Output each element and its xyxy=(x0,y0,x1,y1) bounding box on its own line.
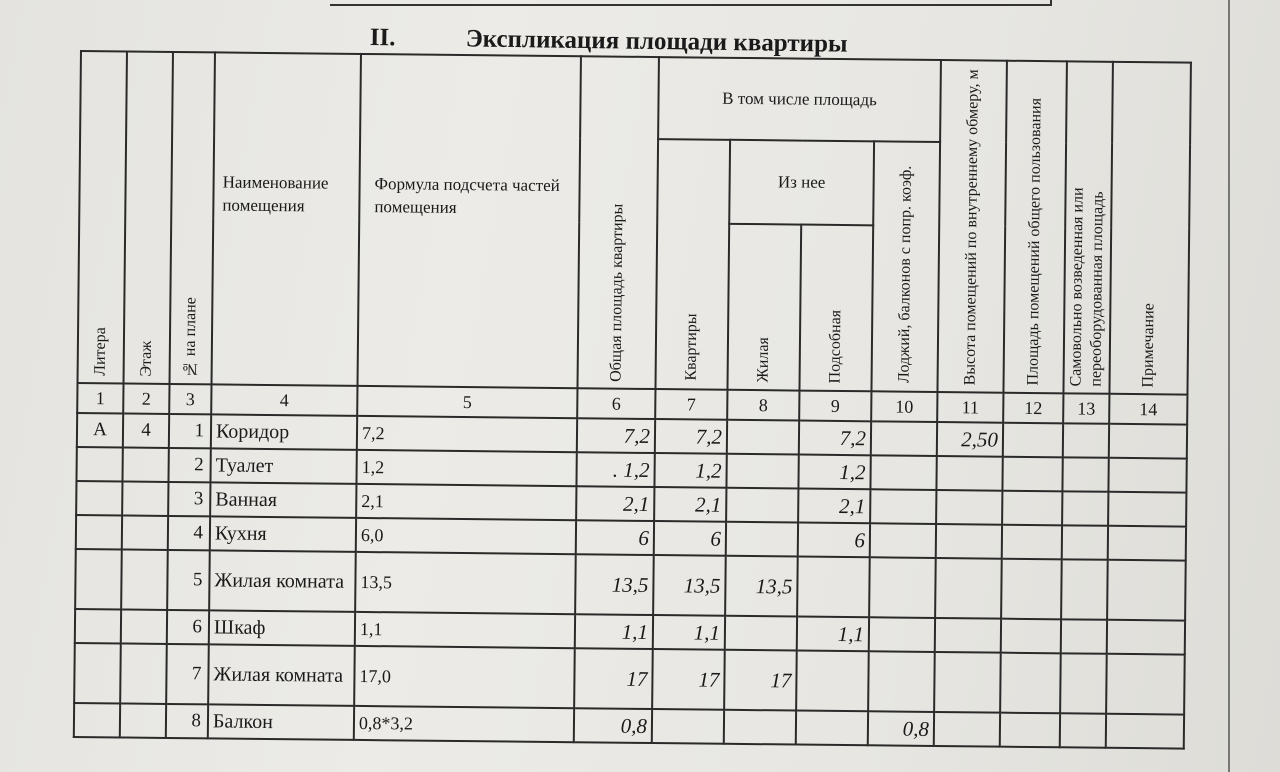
cell-no: 5 xyxy=(167,550,210,610)
cell-auxiliary xyxy=(797,557,870,618)
cell-loggia xyxy=(870,523,936,558)
cell-formula: 0,8*3,2 xyxy=(354,706,574,742)
header-total-area: Общая площадь квартиры xyxy=(577,56,658,389)
cell-floor: 4 xyxy=(123,413,169,447)
cell-height xyxy=(936,490,1002,525)
header-common-area: Площадь помещений общего пользования xyxy=(1003,61,1066,394)
header-room-name: Наименование помещения xyxy=(212,52,361,386)
cell-total: . 1,2 xyxy=(576,452,654,487)
cell-name: Шкаф xyxy=(209,610,355,646)
cell-floor xyxy=(122,481,168,515)
cell-floor xyxy=(122,515,168,549)
cell-total: 13,5 xyxy=(575,554,654,615)
cell-no: 8 xyxy=(166,704,208,738)
cell-height xyxy=(934,652,1001,713)
cell-no: 7 xyxy=(166,644,209,704)
cell-name: Кухня xyxy=(210,516,356,552)
header-litera: Литера xyxy=(78,51,127,383)
cell-living xyxy=(724,710,796,745)
cell-apartment: 6 xyxy=(654,521,726,556)
cell-loggia: 0,8 xyxy=(868,711,934,746)
cell-no: 1 xyxy=(169,414,211,448)
cell-apartment: 1,1 xyxy=(653,615,725,650)
header-note: Примечание xyxy=(1109,62,1190,395)
cell-empty xyxy=(1062,457,1108,491)
cell-empty xyxy=(1107,620,1185,655)
cell-loggia xyxy=(870,489,936,524)
cell-auxiliary xyxy=(796,711,868,746)
cell-loggia xyxy=(869,557,936,618)
cell-name: Балкон xyxy=(208,704,354,740)
cell-loggia xyxy=(868,651,935,712)
cell-floor xyxy=(121,609,167,643)
cell-formula: 7,2 xyxy=(357,416,577,452)
cell-height xyxy=(935,558,1002,619)
cell-empty xyxy=(1001,559,1062,620)
cell-living xyxy=(726,522,798,557)
header-height: Высота помещений по внутреннему обмеру, м xyxy=(937,60,1006,393)
cell-no: 4 xyxy=(168,516,210,550)
cell-formula: 1,1 xyxy=(355,612,575,648)
cell-auxiliary: 7,2 xyxy=(799,421,871,456)
cell-height xyxy=(934,712,1000,747)
cell-total: 7,2 xyxy=(577,418,655,453)
cell-height: 2,50 xyxy=(937,422,1003,457)
cell-loggia xyxy=(870,455,936,490)
cell-no: 2 xyxy=(168,448,210,482)
page-right-edge xyxy=(1228,0,1230,772)
cell-empty xyxy=(1002,525,1062,560)
cell-litera xyxy=(75,549,122,609)
cell-empty xyxy=(1108,526,1186,561)
cell-no: 3 xyxy=(168,482,210,516)
cell-auxiliary: 1,2 xyxy=(798,455,870,490)
cell-empty xyxy=(1002,491,1062,526)
cell-empty xyxy=(1060,653,1107,713)
cell-empty xyxy=(1106,654,1185,715)
cell-total: 1,1 xyxy=(575,614,653,649)
cell-litera xyxy=(76,481,122,515)
table-body xyxy=(74,413,1187,749)
cell-empty xyxy=(1062,525,1108,559)
cell-apartment: 13,5 xyxy=(653,555,726,616)
header-living: Жилая xyxy=(727,224,801,391)
cell-empty xyxy=(1000,713,1060,748)
cell-empty xyxy=(1000,653,1061,714)
cell-name: Ванная xyxy=(210,482,356,518)
header-floor: Этаж xyxy=(124,51,173,383)
cell-total: 6 xyxy=(576,520,654,555)
cell-empty xyxy=(1003,423,1063,458)
cell-living xyxy=(726,488,798,523)
cell-litera xyxy=(76,515,122,549)
cell-floor xyxy=(122,447,168,481)
cell-auxiliary: 6 xyxy=(798,523,870,558)
cell-name: Туалет xyxy=(210,448,356,484)
cell-height xyxy=(936,524,1002,559)
cell-apartment: 7,2 xyxy=(655,419,727,454)
cell-apartment xyxy=(652,709,724,744)
cell-total: 2,1 xyxy=(576,486,654,521)
cell-formula: 2,1 xyxy=(356,484,576,520)
cell-name: Жилая комната xyxy=(209,550,356,612)
cell-total: 17 xyxy=(574,648,653,709)
cell-living xyxy=(727,420,799,455)
header-formula: Формула подсчета частей помещения xyxy=(357,54,580,388)
cell-height xyxy=(935,618,1001,653)
cell-auxiliary: 2,1 xyxy=(798,489,870,524)
cell-apartment: 2,1 xyxy=(654,487,726,522)
cell-empty xyxy=(1001,619,1061,654)
cell-auxiliary xyxy=(796,651,869,712)
cell-formula: 1,2 xyxy=(356,450,576,486)
header-loggia: Лоджий, балконов с попр. коэф. xyxy=(871,141,940,392)
cell-total: 0,8 xyxy=(574,708,652,743)
cell-no: 6 xyxy=(167,610,209,644)
header-incl-area: В том числе площадь xyxy=(658,57,941,142)
cell-empty xyxy=(1106,714,1184,749)
cell-floor xyxy=(121,549,168,609)
cell-empty xyxy=(1060,713,1106,747)
cell-name: Жилая комната xyxy=(208,644,355,706)
cell-litera xyxy=(74,703,120,737)
cell-loggia xyxy=(871,421,937,456)
cell-name: Коридор xyxy=(211,414,357,450)
cell-apartment: 1,2 xyxy=(654,453,726,488)
cell-formula: 13,5 xyxy=(355,552,576,614)
cell-litera xyxy=(76,447,122,481)
cell-litera xyxy=(74,643,121,703)
document-title: Экспликация площади квартиры xyxy=(465,25,848,58)
cell-height xyxy=(936,456,1002,491)
header-plan-no: № на плане xyxy=(170,52,215,384)
cell-empty xyxy=(1108,492,1186,527)
cell-living: 13,5 xyxy=(725,556,798,617)
explication-table-wrap xyxy=(73,50,1192,750)
top-border-line xyxy=(330,4,1050,6)
header-apartment: Квартиры xyxy=(655,139,730,390)
cell-formula: 17,0 xyxy=(354,646,575,708)
header-of-which: Из нее xyxy=(729,140,874,226)
cell-apartment: 17 xyxy=(652,649,725,710)
cell-empty xyxy=(1061,559,1108,619)
cell-formula: 6,0 xyxy=(356,518,576,554)
cell-living: 17 xyxy=(724,650,797,711)
cell-empty xyxy=(1061,619,1107,653)
top-border-tick xyxy=(1050,0,1052,6)
column-number-row: 1 2 3 4 5 6 7 8 9 10 11 12 13 14 xyxy=(77,383,1187,425)
cell-empty xyxy=(1062,491,1108,525)
cell-litera: А xyxy=(77,413,123,447)
explication-table xyxy=(73,50,1192,750)
cell-litera xyxy=(75,609,121,643)
cell-empty xyxy=(1108,458,1186,493)
cell-living xyxy=(726,454,798,489)
cell-empty xyxy=(1107,560,1186,621)
header-unauthorized: Самовольно возведенная или переоборудованная площадь xyxy=(1063,61,1112,393)
cell-auxiliary: 1,1 xyxy=(797,617,869,652)
cell-floor xyxy=(120,643,167,703)
header-auxiliary: Подсобная xyxy=(799,225,873,392)
cell-empty xyxy=(1063,423,1109,457)
cell-loggia xyxy=(869,617,935,652)
cell-living xyxy=(725,616,797,651)
cell-empty xyxy=(1002,457,1062,492)
cell-floor xyxy=(120,703,166,737)
section-number: II. xyxy=(369,24,396,52)
cell-empty xyxy=(1109,424,1187,459)
